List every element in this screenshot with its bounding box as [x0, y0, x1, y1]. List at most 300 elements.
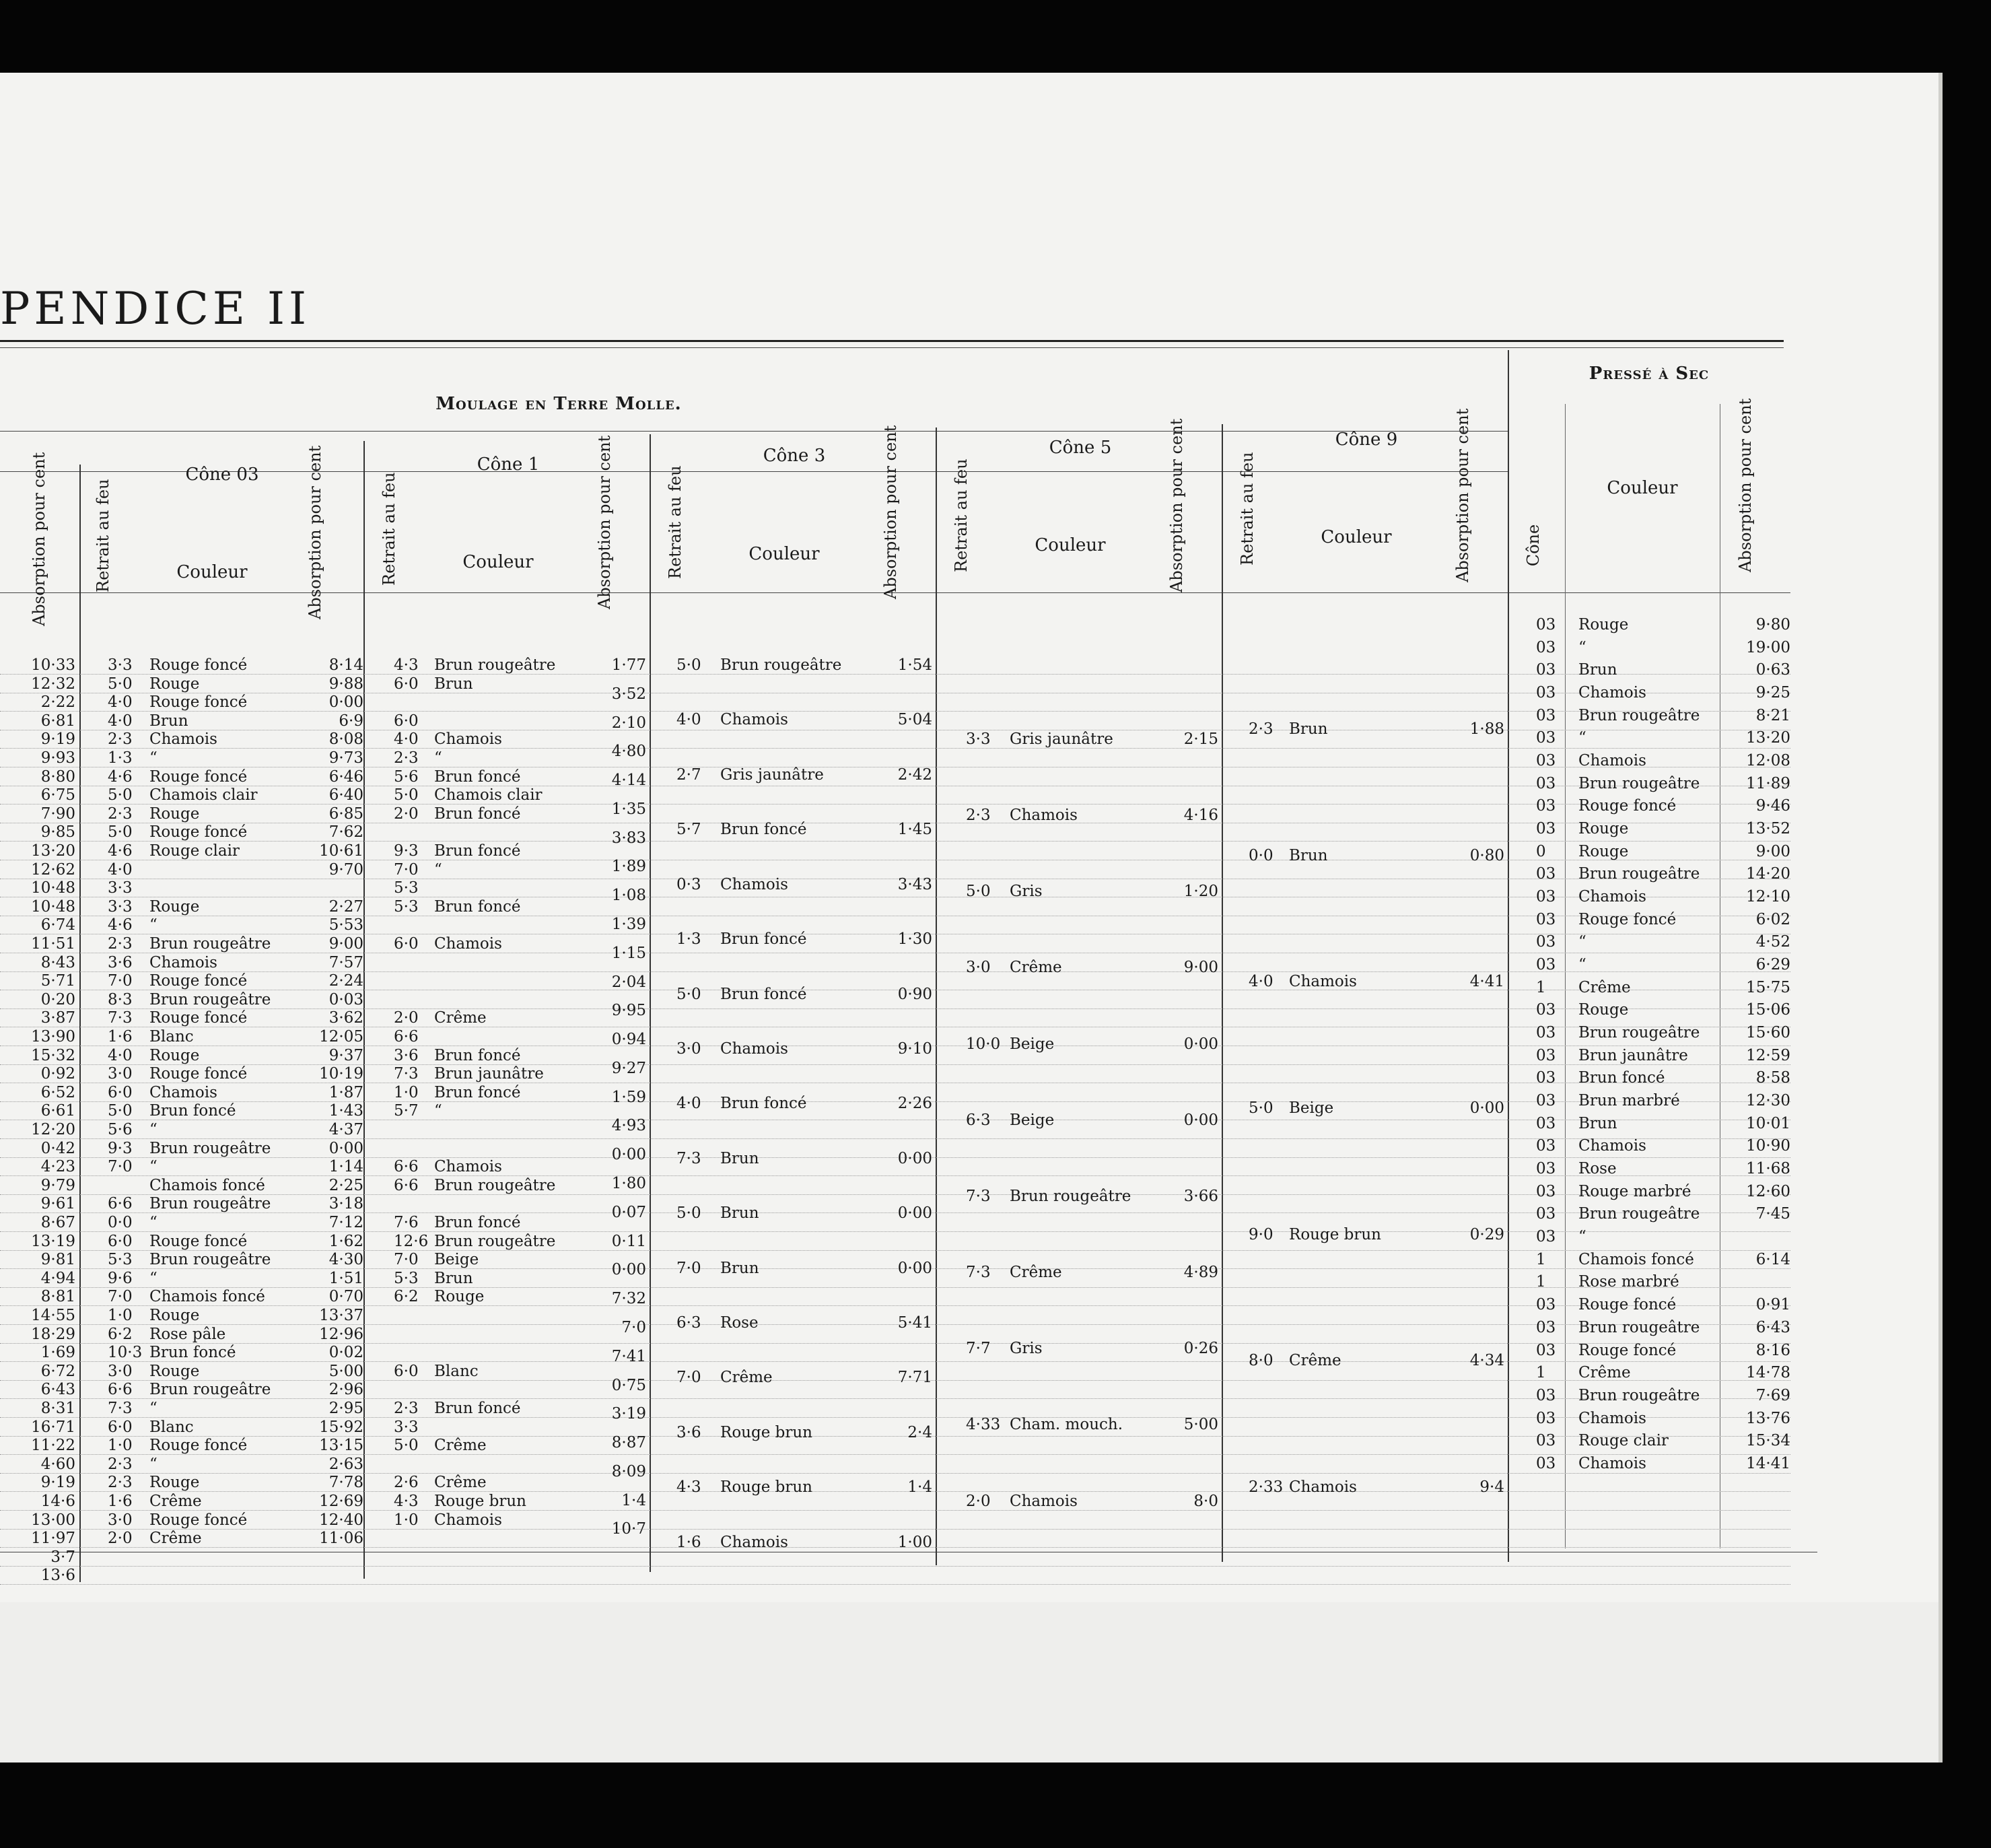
- c03-couleur-cell: Rouge: [149, 675, 200, 693]
- c03-abs-cell: 0·03: [328, 990, 363, 1008]
- c1-couleur-cell: Brun: [434, 1269, 473, 1287]
- c1-abs-cell: 1·89: [611, 858, 646, 876]
- c5-couleur-cell: Gris: [1010, 883, 1043, 901]
- sec-cone-cell: 03: [1536, 1069, 1556, 1087]
- c03-abs-cell: 7·57: [328, 953, 363, 971]
- c5-retrait-cell: 3·0: [966, 959, 991, 977]
- c03-couleur-cell: Crême: [149, 1530, 202, 1548]
- c03-retrait-cell: 7·3: [108, 1400, 133, 1417]
- sec-couleur-cell: Chamois: [1578, 684, 1646, 702]
- abs-left-cell: 14·6: [40, 1493, 75, 1510]
- c03-retrait-cell: 2·3: [108, 935, 133, 953]
- c03-couleur-cell: Rouge foncé: [149, 1009, 248, 1027]
- c03-retrait-cell: 7·0: [108, 1158, 133, 1176]
- c03-couleur-cell: Rouge: [149, 1046, 200, 1064]
- c03-retrait-cell: 2·3: [108, 1474, 133, 1492]
- c1-retrait-cell: 5·3: [394, 1269, 419, 1287]
- c3-couleur-cell: Brun foncé: [720, 985, 807, 1003]
- c5-retrait-cell: 7·3: [966, 1264, 991, 1282]
- c1-abs-cell: 3·52: [611, 685, 646, 703]
- c03-abs-cell: 6·85: [328, 805, 363, 823]
- sec-couleur-cell: Chamois foncé: [1578, 1250, 1694, 1268]
- c3-couleur-cell: Brun foncé: [720, 821, 807, 839]
- abs-left-cell: 3·7: [50, 1548, 75, 1566]
- c3-abs-cell: 0·00: [897, 1149, 932, 1167]
- abs-left-cell: 16·71: [31, 1418, 75, 1436]
- sec-abs-cell: 14·20: [1746, 865, 1790, 883]
- c03-abs-cell: 4·30: [328, 1251, 363, 1269]
- c1-couleur-cell: Brun: [434, 675, 473, 693]
- c03-abs-cell: 10·61: [319, 842, 363, 860]
- c03-retrait-cell: 3·6: [108, 953, 133, 971]
- c3-couleur-cell: Rouge brun: [720, 1478, 812, 1497]
- c03-retrait-cell: 5·0: [108, 786, 133, 805]
- c03-couleur-cell: Chamois foncé: [149, 1176, 265, 1194]
- c03-couleur-cell: Rose pâle: [149, 1325, 226, 1343]
- c3-couleur-header: Couleur: [748, 544, 820, 564]
- sec-abs-cell: 6·43: [1755, 1318, 1790, 1336]
- c03-retrait-cell: 5·3: [108, 1251, 133, 1269]
- c5-couleur-cell: Brun rougeâtre: [1010, 1187, 1131, 1205]
- abs-left-cell: 4·23: [40, 1158, 75, 1176]
- c3-abs-cell: 5·41: [897, 1314, 932, 1332]
- c03-couleur-cell: Rouge foncé: [149, 767, 248, 786]
- sec-couleur-cell: Brun foncé: [1578, 1069, 1665, 1087]
- abs-left-cell: 10·33: [31, 656, 75, 674]
- c1-retrait-cell: 5·3: [394, 879, 419, 897]
- c1-retrait-cell: 5·0: [394, 786, 419, 805]
- c1-retrait-cell: 5·3: [394, 897, 419, 916]
- c03-retrait-cell: 8·3: [108, 990, 133, 1008]
- c03-retrait-cell: 1·6: [108, 1028, 133, 1046]
- c03-abs-cell: 15·92: [319, 1418, 363, 1436]
- abs-left-cell: 18·29: [31, 1325, 75, 1343]
- c3-retrait-cell: 0·3: [676, 875, 701, 893]
- c5-retrait-cell: 2·3: [966, 807, 991, 825]
- row-guide: [0, 1361, 1790, 1362]
- c3-couleur-cell: Chamois: [720, 711, 788, 729]
- c03-abs-cell: 0·70: [328, 1288, 363, 1306]
- c9-couleur-cell: Chamois: [1289, 973, 1357, 991]
- c03-retrait-cell: 3·3: [108, 656, 133, 674]
- c3-abs-cell: 1·00: [897, 1533, 932, 1551]
- c1-retrait-cell: 7·3: [394, 1065, 419, 1083]
- c9-couleur-header: Couleur: [1321, 527, 1392, 547]
- row-guide: [0, 748, 1790, 749]
- c03-couleur-cell: Rouge clair: [149, 842, 240, 860]
- sec-couleur-cell: Brun rougeâtre: [1578, 774, 1700, 792]
- row-guide: [0, 1454, 1790, 1455]
- c5-retrait-cell: 2·0: [966, 1492, 991, 1510]
- sec-cone-cell: 03: [1536, 1114, 1556, 1132]
- sec-abs-cell: 8·16: [1755, 1341, 1790, 1359]
- row-guide: [0, 1231, 1790, 1232]
- c1-abs-cell: 4·14: [611, 772, 646, 790]
- sec-cone-cell: 03: [1536, 910, 1556, 928]
- c1-abs-cell: 8·87: [611, 1434, 646, 1452]
- abs-left-cell: 10·48: [31, 897, 75, 916]
- abs-left-cell: 9·19: [40, 730, 75, 749]
- sec-cone-cell: 1: [1536, 1364, 1546, 1382]
- sec-abs-cell: 6·29: [1755, 956, 1790, 974]
- c03-couleur-cell: Rouge foncé: [149, 656, 248, 674]
- c03-abs-cell: 1·87: [328, 1083, 363, 1101]
- sec-cone-cell: 03: [1536, 933, 1556, 951]
- c1-retrait-cell: 5·7: [394, 1102, 419, 1120]
- c3-couleur-cell: Brun foncé: [720, 1095, 807, 1113]
- c03-abs-cell: 1·43: [328, 1102, 363, 1120]
- c1-retrait-header: Retrait au feu: [380, 472, 398, 586]
- sec-abs-cell: 12·08: [1746, 752, 1790, 770]
- sec-couleur-cell: Rouge foncé: [1578, 910, 1677, 928]
- c1-couleur-cell: Beige: [434, 1251, 479, 1269]
- abs-left-cell: 4·60: [40, 1455, 75, 1473]
- c5-couleur-cell: Crême: [1010, 959, 1062, 977]
- c5-couleur-cell: Chamois: [1010, 807, 1078, 825]
- c1-abs-cell: 0·07: [611, 1203, 646, 1221]
- sec-cone-cell: 03: [1536, 1228, 1556, 1246]
- sec-couleur-cell: Brun jaunâtre: [1578, 1046, 1688, 1064]
- c3-couleur-cell: Brun: [720, 1149, 759, 1167]
- abs-left-cell: 11·97: [31, 1530, 75, 1548]
- sec-cone-cell: 1: [1536, 1250, 1546, 1268]
- abs-left-cell: 12·32: [31, 675, 75, 693]
- c03-couleur-header: Couleur: [176, 562, 248, 582]
- c1-abs-cell: 0·00: [611, 1146, 646, 1164]
- c1-retrait-cell: 5·0: [394, 1437, 419, 1455]
- cone1-header: Cône 1: [477, 454, 540, 475]
- c5-couleur-cell: Beige: [1010, 1035, 1055, 1053]
- sec-cone-cell: 03: [1536, 1454, 1556, 1472]
- c3-abs-header: Absorption pour cent: [881, 425, 900, 599]
- col-sep-g: [1565, 404, 1566, 1548]
- sec-couleur-cell: Chamois: [1578, 1409, 1646, 1427]
- c1-retrait-cell: 1·0: [394, 1511, 419, 1529]
- c03-couleur-cell: Brun foncé: [149, 1102, 236, 1120]
- c03-couleur-cell: Brun rougeâtre: [149, 935, 271, 953]
- c1-abs-cell: 2·04: [611, 973, 646, 991]
- c5-abs-cell: 0·00: [1183, 1111, 1218, 1129]
- c9-retrait-cell: 2·3: [1249, 720, 1273, 738]
- sec-cone-cell: 03: [1536, 1296, 1556, 1314]
- c1-abs-cell: 0·11: [611, 1232, 646, 1250]
- c1-abs-cell: 10·7: [611, 1520, 646, 1538]
- c1-couleur-cell: Brun foncé: [434, 1400, 521, 1417]
- sec-abs-cell: 15·75: [1746, 978, 1790, 996]
- c1-abs-cell: 1·08: [611, 887, 646, 905]
- c03-abs-cell: 2·95: [328, 1400, 363, 1417]
- sec-abs-cell: 10·90: [1746, 1137, 1790, 1155]
- c3-retrait-cell: 5·0: [676, 985, 701, 1003]
- sec-abs-cell: 0·63: [1755, 661, 1790, 679]
- c1-couleur-cell: Chamois: [434, 1158, 502, 1176]
- sec-abs-cell: 14·41: [1746, 1454, 1790, 1472]
- c3-abs-cell: 1·54: [897, 656, 932, 674]
- c03-abs-cell: 2·63: [328, 1455, 363, 1473]
- c03-retrait-cell: 1·6: [108, 1493, 133, 1510]
- col-sep-b: [363, 441, 365, 1579]
- c3-abs-cell: 9·10: [897, 1039, 932, 1058]
- abs-left-cell: 14·55: [31, 1307, 75, 1324]
- c1-retrait-cell: 6·0: [394, 1362, 419, 1380]
- c03-abs-cell: 0·02: [328, 1344, 363, 1362]
- c1-couleur-cell: Brun foncé: [434, 842, 521, 860]
- sec-couleur-cell: Rose: [1578, 1160, 1617, 1178]
- c03-retrait-cell: 7·0: [108, 1288, 133, 1306]
- c03-retrait-cell: 6·0: [108, 1418, 133, 1436]
- c3-couleur-cell: Chamois: [720, 1039, 788, 1058]
- abs-left-cell: 0·42: [40, 1139, 75, 1157]
- c03-retrait-cell: 1·3: [108, 749, 133, 767]
- c9-couleur-cell: Crême: [1289, 1352, 1341, 1370]
- sec-cone-cell: 03: [1536, 1092, 1556, 1110]
- c03-abs-cell: 9·88: [328, 675, 363, 693]
- sec-couleur-cell: Rouge: [1578, 616, 1629, 634]
- sec-abs-cell: 6·02: [1755, 910, 1790, 928]
- sec-cone-cell: 03: [1536, 706, 1556, 724]
- c03-retrait-cell: 3·0: [108, 1511, 133, 1529]
- sec-couleur-cell: Chamois: [1578, 1454, 1646, 1472]
- c1-retrait-cell: 7·0: [394, 1251, 419, 1269]
- c1-abs-cell: 8·09: [611, 1462, 646, 1480]
- c03-retrait-cell: 9·6: [108, 1269, 133, 1287]
- c5-retrait-cell: 4·33: [966, 1416, 1001, 1434]
- c03-retrait-cell: 9·3: [108, 1139, 133, 1157]
- page-shadow: [0, 1602, 1938, 1763]
- c1-retrait-cell: 7·6: [394, 1214, 419, 1231]
- c3-retrait-cell: 4·0: [676, 711, 701, 729]
- c03-retrait-cell: 3·3: [108, 897, 133, 916]
- c5-abs-cell: 8·0: [1193, 1492, 1218, 1510]
- c03-couleur-cell: “: [149, 1455, 158, 1473]
- c1-couleur-cell: Rouge brun: [434, 1493, 526, 1510]
- c3-abs-cell: 2·4: [907, 1423, 932, 1441]
- c5-abs-header: Absorption pour cent: [1167, 418, 1186, 592]
- c9-retrait-cell: 2·33: [1249, 1478, 1284, 1497]
- c5-abs-cell: 0·26: [1183, 1340, 1218, 1358]
- c03-couleur-cell: Brun rougeâtre: [149, 1251, 271, 1269]
- c9-couleur-cell: Rouge brun: [1289, 1225, 1381, 1243]
- c03-couleur-cell: “: [149, 1121, 158, 1138]
- c03-abs-cell: 7·78: [328, 1474, 363, 1492]
- c3-retrait-cell: 4·3: [676, 1478, 701, 1497]
- sec-abs-cell: 13·76: [1746, 1409, 1790, 1427]
- sec-couleur-cell: Brun rougeâtre: [1578, 1386, 1700, 1404]
- cone5-header: Cône 5: [1049, 438, 1112, 458]
- c1-abs-cell: 9·27: [611, 1059, 646, 1077]
- c3-couleur-cell: Rouge brun: [720, 1423, 812, 1441]
- c1-couleur-cell: Brun rougeâtre: [434, 656, 556, 674]
- sec-couleur-cell: Brun rougeâtre: [1578, 1024, 1700, 1042]
- c03-couleur-cell: Rouge foncé: [149, 1511, 248, 1529]
- c1-couleur-cell: Brun rougeâtre: [434, 1176, 556, 1194]
- sec-cone-cell: 03: [1536, 1001, 1556, 1019]
- c1-abs-cell: 1·35: [611, 800, 646, 818]
- c3-retrait-cell: 5·7: [676, 821, 701, 839]
- c03-couleur-cell: “: [149, 1158, 158, 1176]
- sec-cone-cell: 0: [1536, 842, 1546, 860]
- c03-retrait-cell: 2·3: [108, 805, 133, 823]
- c1-couleur-cell: Crême: [434, 1009, 487, 1027]
- sec-couleur-cell: Chamois: [1578, 752, 1646, 770]
- abs-left-cell: 8·80: [40, 767, 75, 786]
- c1-abs-cell: 7·0: [621, 1318, 646, 1336]
- sec-couleur-cell: “: [1578, 1228, 1586, 1246]
- col-sep-a: [79, 465, 81, 1582]
- cone3-header: Cône 3: [763, 446, 826, 466]
- abs-left-cell: 10·48: [31, 879, 75, 897]
- sec-cone-cell: 03: [1536, 1318, 1556, 1336]
- abs-left-cell: 9·85: [40, 823, 75, 842]
- c1-retrait-cell: 3·6: [394, 1046, 419, 1064]
- c1-couleur-cell: Brun foncé: [434, 897, 521, 916]
- c03-retrait-cell: 5·0: [108, 1102, 133, 1120]
- c3-abs-cell: 5·04: [897, 711, 932, 729]
- sec-couleur-cell: “: [1578, 638, 1586, 656]
- c1-couleur-cell: Crême: [434, 1437, 487, 1455]
- sec-couleur-cell: Brun rougeâtre: [1578, 865, 1700, 883]
- c1-retrait-cell: 4·0: [394, 730, 419, 749]
- c3-retrait-cell: 7·3: [676, 1149, 701, 1167]
- c1-retrait-cell: 2·3: [394, 1400, 419, 1417]
- c3-abs-cell: 1·4: [907, 1478, 932, 1497]
- sec-cone-cell: 03: [1536, 661, 1556, 679]
- c1-retrait-cell: 2·3: [394, 749, 419, 767]
- c3-abs-cell: 3·43: [897, 875, 932, 893]
- c03-abs-cell: 6·9: [339, 712, 363, 730]
- sec-abs-cell: 6·14: [1755, 1250, 1790, 1268]
- abs-left-cell: 5·71: [40, 972, 75, 990]
- sec-cone-cell: 03: [1536, 1205, 1556, 1223]
- c3-retrait-cell: 3·6: [676, 1423, 701, 1441]
- c3-retrait-cell: 5·0: [676, 1204, 701, 1223]
- abs-left-cell: 1·69: [40, 1344, 75, 1362]
- c03-couleur-cell: Rouge foncé: [149, 1232, 248, 1250]
- c3-couleur-cell: Rose: [720, 1314, 759, 1332]
- c5-couleur-header: Couleur: [1035, 535, 1106, 555]
- c1-couleur-cell: Brun foncé: [434, 1046, 521, 1064]
- sec-cone-cell: 03: [1536, 684, 1556, 702]
- c03-abs-cell: 1·51: [328, 1269, 363, 1287]
- title-rule-top: [0, 340, 1784, 342]
- c5-retrait-cell: 3·3: [966, 730, 991, 748]
- sec-cone-cell: 03: [1536, 1182, 1556, 1200]
- abs-left-cell: 6·74: [40, 916, 75, 934]
- sec-abs-cell: 9·25: [1755, 684, 1790, 702]
- c5-abs-cell: 4·89: [1183, 1264, 1218, 1282]
- c1-couleur-cell: Rouge: [434, 1288, 485, 1306]
- sec-cone-header: Cône: [1524, 524, 1543, 567]
- c03-couleur-cell: Rouge foncé: [149, 1065, 248, 1083]
- c03-couleur-cell: Chamois clair: [149, 786, 258, 805]
- sec-cone-cell: 03: [1536, 865, 1556, 883]
- c03-retrait-cell: 4·0: [108, 693, 133, 712]
- c3-retrait-header: Retrait au feu: [666, 465, 685, 579]
- sec-abs-cell: 4·52: [1755, 933, 1790, 951]
- c03-retrait-cell: 1·0: [108, 1307, 133, 1324]
- cone03-header: Cône 03: [185, 465, 259, 485]
- c03-abs-cell: 10·19: [319, 1065, 363, 1083]
- c03-retrait-cell: 3·3: [108, 879, 133, 897]
- row-guide: [0, 1417, 1790, 1418]
- row-guide: [0, 1529, 1790, 1530]
- c03-couleur-cell: Brun rougeâtre: [149, 1381, 271, 1399]
- sec-cone-cell: 1: [1536, 1273, 1546, 1291]
- c1-abs-cell: 1·77: [611, 656, 646, 674]
- c5-couleur-cell: Gris jaunâtre: [1010, 730, 1113, 748]
- c3-retrait-cell: 3·0: [676, 1039, 701, 1058]
- c1-couleur-cell: “: [434, 1102, 442, 1120]
- c9-couleur-cell: Brun: [1289, 720, 1328, 738]
- c1-retrait-cell: 4·3: [394, 656, 419, 674]
- c1-couleur-cell: Brun foncé: [434, 767, 521, 786]
- c03-abs-cell: 13·15: [319, 1437, 363, 1455]
- sec-cone-cell: 03: [1536, 1137, 1556, 1155]
- c03-retrait-cell: 2·3: [108, 1455, 133, 1473]
- c03-retrait-cell: 3·0: [108, 1065, 133, 1083]
- c3-abs-cell: 0·90: [897, 985, 932, 1003]
- c03-abs-cell: 11·06: [319, 1530, 363, 1548]
- abs-left-cell: 9·19: [40, 1474, 75, 1492]
- c1-abs-cell: 1·4: [621, 1491, 646, 1509]
- c5-retrait-header: Retrait au feu: [952, 458, 971, 572]
- sec-abs-cell: 9·80: [1755, 616, 1790, 634]
- moulage-header: Moulage en Terre Molle.: [435, 394, 682, 414]
- c03-retrait-cell: 4·0: [108, 860, 133, 879]
- c1-couleur-cell: Chamois: [434, 730, 502, 749]
- c3-couleur-cell: Chamois: [720, 875, 788, 893]
- abs-left-cell: 6·75: [40, 786, 75, 805]
- c03-abs-cell: 13·37: [319, 1307, 363, 1324]
- c1-couleur-header: Couleur: [462, 552, 534, 572]
- c1-abs-header: Absorption pour cent: [595, 435, 614, 609]
- abs-left-cell: 7·90: [40, 805, 75, 823]
- c03-abs-cell: 3·62: [328, 1009, 363, 1027]
- c03-retrait-cell: 2·3: [108, 730, 133, 749]
- sec-couleur-cell: “: [1578, 729, 1586, 747]
- c03-abs-cell: 7·62: [328, 823, 363, 842]
- c3-retrait-cell: 5·0: [676, 656, 701, 674]
- c03-abs-cell: 6·46: [328, 767, 363, 786]
- c5-retrait-cell: 7·3: [966, 1187, 991, 1205]
- c3-retrait-cell: 7·0: [676, 1259, 701, 1277]
- c03-couleur-cell: Brun: [149, 712, 188, 730]
- abs-left-cell: 11·22: [31, 1437, 75, 1455]
- c3-retrait-cell: 7·0: [676, 1369, 701, 1387]
- c9-retrait-cell: 4·0: [1249, 973, 1273, 991]
- page-title: PENDICE II: [0, 283, 311, 335]
- c3-abs-cell: 1·30: [897, 930, 932, 949]
- sec-couleur-cell: Chamois: [1578, 1137, 1646, 1155]
- sec-cone-cell: 03: [1536, 1024, 1556, 1042]
- title-rule-bottom: [0, 347, 1784, 348]
- sec-couleur-cell: Crême: [1578, 1364, 1631, 1382]
- c1-couleur-cell: “: [434, 860, 442, 879]
- sec-couleur-cell: “: [1578, 933, 1586, 951]
- sec-cone-cell: 03: [1536, 729, 1556, 747]
- sec-abs-cell: 0·91: [1755, 1296, 1790, 1314]
- sec-cone-cell: 03: [1536, 616, 1556, 634]
- c03-retrait-cell: 7·0: [108, 972, 133, 990]
- c03-couleur-cell: Rouge foncé: [149, 693, 248, 712]
- sec-cone-cell: 03: [1536, 888, 1556, 906]
- c03-abs-cell: 9·37: [328, 1046, 363, 1064]
- c1-abs-cell: 0·00: [611, 1261, 646, 1279]
- sec-abs-cell: 13·20: [1746, 729, 1790, 747]
- c1-abs-cell: 4·80: [611, 743, 646, 761]
- abs-left-cell: 13·20: [31, 842, 75, 860]
- c3-couleur-cell: Brun: [720, 1204, 759, 1223]
